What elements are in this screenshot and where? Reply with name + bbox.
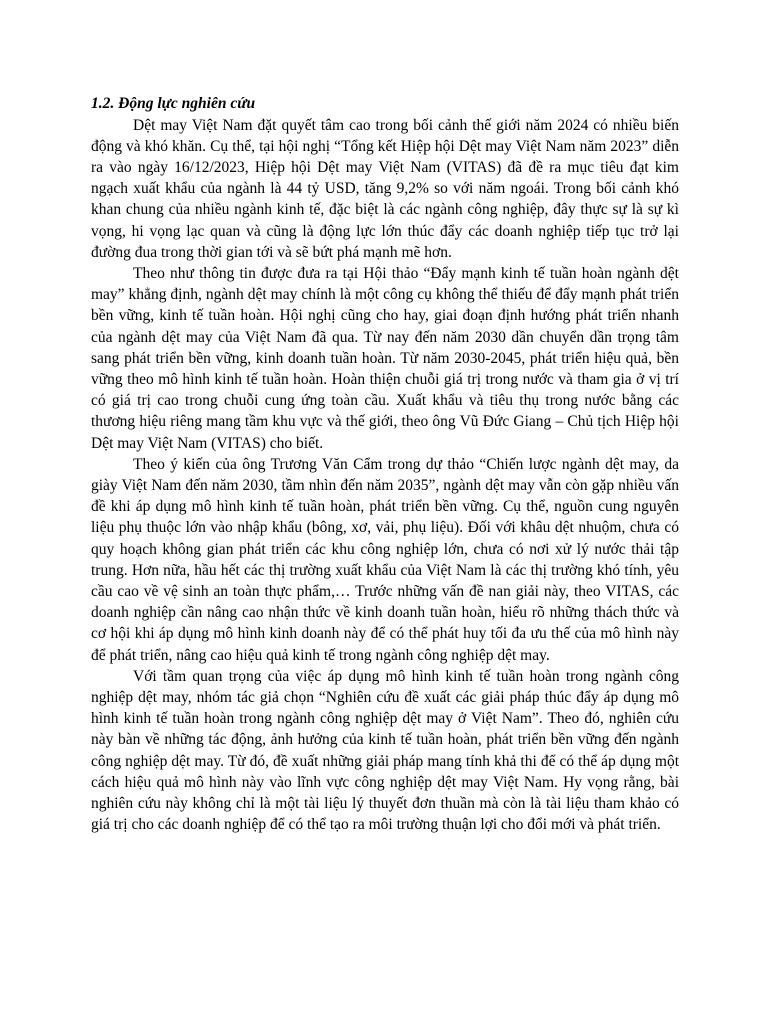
- paragraph-1: Dệt may Việt Nam đặt quyết tâm cao trong bối cảnh thế giới năm 2024 có nhiều biến động và khó khăn. Cụ thể, tại hội nghị “Tổng kết Hiệp hội Dệt may Việt Nam năm 2023” diễn ra vào ngày 16/12/2023, Hiệp hội Dệt may Việt Nam (VITAS) đã đề ra mục tiêu đạt kim ngạch xuất khẩu của ngành là 44 tỷ USD, tăng 9,2% so với năm ngoái. Trong bối cảnh khó khan chung của nhiều ngành kinh tế, đặc biệt là các ngành công nghiệp, đây thực sự là sự kì vọng, hi vọng lạc quan và cũng là động lực lớn thúc đẩy các doanh nghiệp tiếp tục trở lại đường đua trong thời gian tới và sẽ bứt phá mạnh mẽ hơn.: [91, 116, 679, 261]
- section-heading: 1.2. Động lực nghiên cứu: [91, 95, 256, 112]
- paragraph-4: Với tầm quan trọng của việc áp dụng mô hình kinh tế tuần hoàn trong ngành công nghiệp dệt may, nhóm tác giả chọn “Nghiên cứu đề xuất các giải pháp thúc đẩy áp dụng mô hình kinh tế tuần hoàn trong ngành công nghiệp dệt may ở Việt Nam”. Theo đó, nghiên cứu này bàn về những tác động, ảnh hưởng của kinh tế tuần hoàn, phát triển bền vững đến ngành công nghiệp dệt may. Từ đó, đề xuất những giải pháp mang tính khả thi để có thể áp dụng một cách hiệu quả mô hình này vào lĩnh vực công nghiệp dệt may Việt Nam. Hy vọng rằng, bài nghiên cứu này không chỉ là một tài liệu lý thuyết đơn thuần mà còn là tài liệu tham khảo có giá trị cho các doanh nghiệp để có thể tạo ra môi trường thuận lợi cho đổi mới và phát triển.: [91, 667, 679, 834]
- paragraph-3: Theo ý kiến của ông Trương Văn Cẩm trong dự thảo “Chiến lược ngành dệt may, da giày Việt Nam đến năm 2030, tầm nhìn đến năm 2035”, ngành dệt may vẫn còn gặp nhiều vấn đề khi áp dụng mô hình kinh tế tuần hoàn, phát triển bền vững. Cụ thể, nguồn cung nguyên liệu phụ thuộc lớn vào nhập khẩu (bông, xơ, vải, phụ liệu). Đối với khâu dệt nhuộm, chưa có quy hoạch không gian phát triển các khu công nghiệp lớn, chưa có nơi xử lý nước thải tập trung. Hơn nữa, hầu hết các thị trường xuất khẩu của Việt Nam là các thị trường khó tính, yêu cầu cao về vệ sinh an toàn thực phẩm,… Trước những vấn đề nan giải này, theo VITAS, các doanh nghiệp cần nâng cao nhận thức về kinh doanh tuần hoàn, hiểu rõ những thách thức và cơ hội khi áp dụng mô hình kinh doanh này để có thể phát huy tối đa ưu thế của mô hình này để phát triển, nâng cao hiệu quả kinh tế trong ngành công nghiệp dệt may.: [91, 455, 679, 664]
- paragraph-2: Theo như thông tin được đưa ra tại Hội thảo “Đẩy mạnh kinh tế tuần hoàn ngành dệt may” khẳng định, ngành dệt may chính là một công cụ không thể thiếu để đẩy mạnh phát triển bền vững, kinh tế tuần hoàn. Hội nghị cũng cho hay, giai đoạn định hướng phát triển nhanh của ngành dệt may của Việt Nam đã qua. Từ nay đến năm 2030 dần chuyển dần trọng tâm sang phát triển bền vững, kinh doanh tuần hoàn. Từ năm 2030-2045, phát triển hiệu quả, bền vững theo mô hình kinh tế tuần hoàn. Hoàn thiện chuỗi giá trị trong nước và tham gia ở vị trí có giá trị cao trong chuỗi cung ứng toàn cầu. Xuất khẩu và tiêu thụ trong nước bằng các thương hiệu riêng mang tầm khu vực và thế giới, theo ông Vũ Đức Giang – Chủ tịch Hiệp hội Dệt may Việt Nam (VITAS) cho biết.: [91, 264, 679, 452]
- document-body: [91, 93, 679, 835]
